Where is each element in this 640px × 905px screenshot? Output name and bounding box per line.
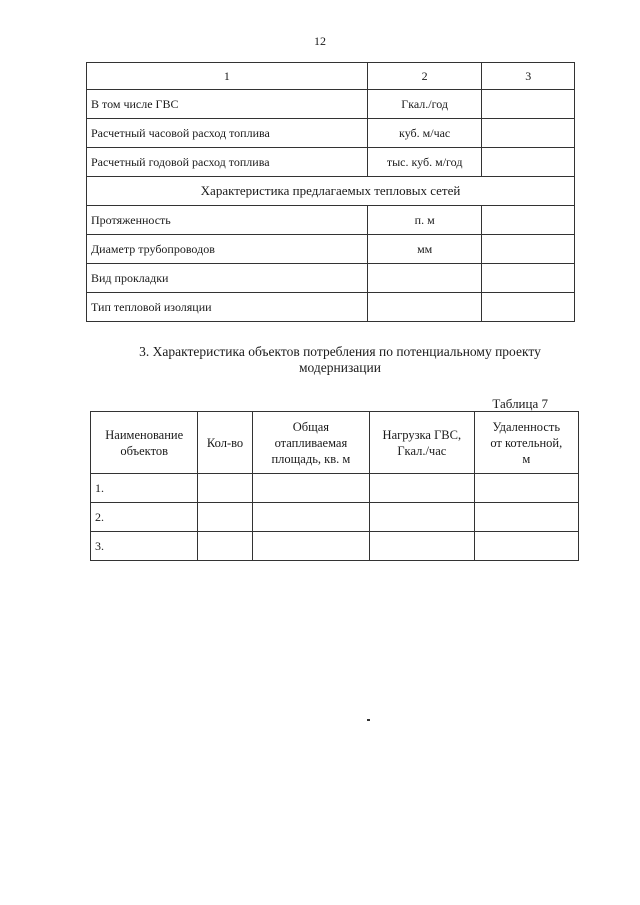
cell <box>474 503 578 532</box>
header-text: от котельной, <box>490 435 563 450</box>
cell <box>252 532 369 561</box>
row-label: Расчетный часовой расход топлива <box>87 119 368 148</box>
section-heading-line1: 3. Характеристика объектов потребления по потенциальному проекту <box>139 344 541 359</box>
row-label: В том числе ГВС <box>87 90 368 119</box>
row-unit: Гкал./год <box>367 90 482 119</box>
cell <box>370 503 474 532</box>
cell <box>198 532 252 561</box>
header-text: м <box>522 451 531 466</box>
header-text: Наименование <box>105 427 184 442</box>
row-value <box>482 119 575 148</box>
section-row <box>87 177 575 206</box>
header-text: Гкал./час <box>397 443 447 458</box>
header-load <box>370 412 474 474</box>
row-label: Протяженность <box>87 206 368 235</box>
row-number: 3. <box>91 532 198 561</box>
header-text: Кол-во <box>206 435 244 450</box>
table-row <box>87 235 575 264</box>
cell <box>252 503 369 532</box>
table-row <box>87 293 575 322</box>
header-text: объектов <box>120 443 169 458</box>
cell <box>474 474 578 503</box>
heat-network-table <box>86 62 575 322</box>
row-value <box>482 293 575 322</box>
scan-mark <box>367 719 370 721</box>
table-row <box>91 474 579 503</box>
header-col-3: 3 <box>482 63 575 90</box>
section-heading-line2: модернизации <box>299 360 381 375</box>
table-row <box>87 264 575 293</box>
consumer-objects-table <box>90 411 579 561</box>
row-number: 1. <box>91 474 198 503</box>
page-number: 12 <box>314 34 326 48</box>
header-text: Удаленность <box>492 419 561 434</box>
row-unit <box>367 293 482 322</box>
row-unit <box>367 264 482 293</box>
row-unit: тыс. куб. м/год <box>367 148 482 177</box>
row-value <box>482 148 575 177</box>
cell <box>370 474 474 503</box>
table-header-row <box>91 412 579 474</box>
header-name <box>91 412 198 474</box>
table-row <box>87 206 575 235</box>
table-row <box>91 532 579 561</box>
row-label: Вид прокладки <box>87 264 368 293</box>
cell <box>474 532 578 561</box>
row-label: Тип тепловой изоляции <box>87 293 368 322</box>
cell <box>252 474 369 503</box>
cell <box>198 474 252 503</box>
row-value <box>482 206 575 235</box>
row-value <box>482 235 575 264</box>
header-area <box>252 412 369 474</box>
header-text: отапливаемая <box>274 435 348 450</box>
header-distance <box>474 412 578 474</box>
header-text: Общая <box>292 419 330 434</box>
cell <box>370 532 474 561</box>
cell <box>198 503 252 532</box>
row-value <box>482 264 575 293</box>
row-value <box>482 90 575 119</box>
header-text: Нагрузка ГВС, <box>382 427 462 442</box>
row-unit: куб. м/час <box>367 119 482 148</box>
row-unit: мм <box>367 235 482 264</box>
table-header-row <box>87 63 575 90</box>
table-row <box>87 148 575 177</box>
row-label: Диаметр трубопроводов <box>87 235 368 264</box>
table-label: Таблица 7 <box>492 396 548 411</box>
section-heading <box>100 344 580 376</box>
row-number: 2. <box>91 503 198 532</box>
header-text: площадь, кв. м <box>271 451 351 466</box>
row-unit: п. м <box>367 206 482 235</box>
header-col-2: 2 <box>367 63 482 90</box>
table-row <box>91 503 579 532</box>
header-qty <box>198 412 252 474</box>
header-col-1: 1 <box>87 63 368 90</box>
section-title: Характеристика предлагаемых тепловых сетей <box>87 177 575 206</box>
table-row <box>87 90 575 119</box>
row-label: Расчетный годовой расход топлива <box>87 148 368 177</box>
table-row <box>87 119 575 148</box>
